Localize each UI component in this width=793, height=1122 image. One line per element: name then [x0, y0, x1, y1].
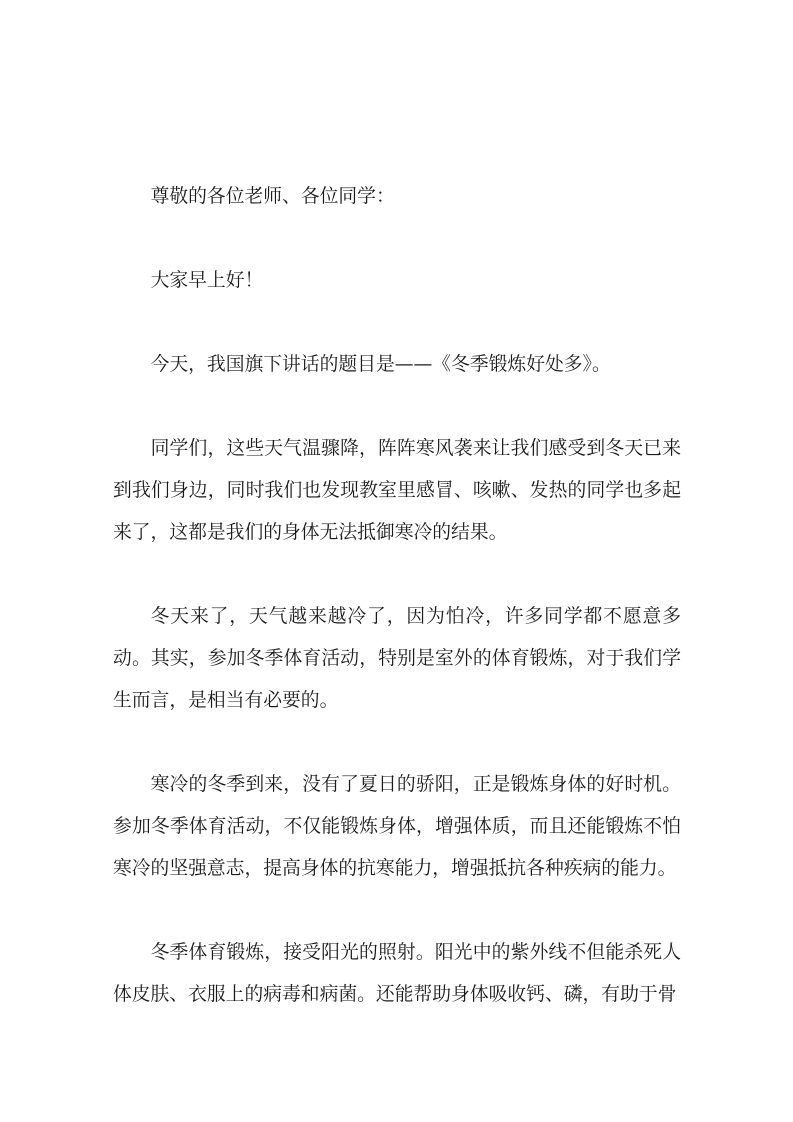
paragraph-body-2: 冬天来了，天气越来越冷了，因为怕冷，许多同学都不愿意多动。其实，参加冬季体育活动，特别是室外的体育锻炼，对于我们学生而言，是相当有必要的。 [113, 606, 681, 711]
paragraph-greeting: 大家早上好！ [150, 270, 264, 291]
paragraph-topic: 今天，我国旗下讲话的题目是——《冬季锻炼好处多》。 [150, 354, 611, 375]
paragraph-salutation: 尊敬的各位老师、各位同学： [150, 186, 395, 207]
paragraph-body-3: 寒冷的冬季到来，没有了夏日的骄阳，正是锻炼身体的好时机。参加冬季体育活动，不仅能锻炼身体，增强体质，而且还能锻炼不怕寒冷的坚强意志，提高身体的抗寒能力，增强抵抗各种疾病的能力。 [113, 774, 681, 879]
paragraph-body-4: 冬季体育锻炼，接受阳光的照射。阳光中的紫外线不但能杀死人体皮肤、衣服上的病毒和病菌。还能帮助身体吸收钙、磷，有助于骨 [113, 942, 681, 1005]
paragraph-body-1: 同学们，这些天气温骤降，阵阵寒风袭来让我们感受到冬天已来到我们身边，同时我们也发现教室里感冒、咳嗽、发热的同学也多起来了，这都是我们的身体无法抵御寒冷的结果。 [113, 438, 681, 543]
